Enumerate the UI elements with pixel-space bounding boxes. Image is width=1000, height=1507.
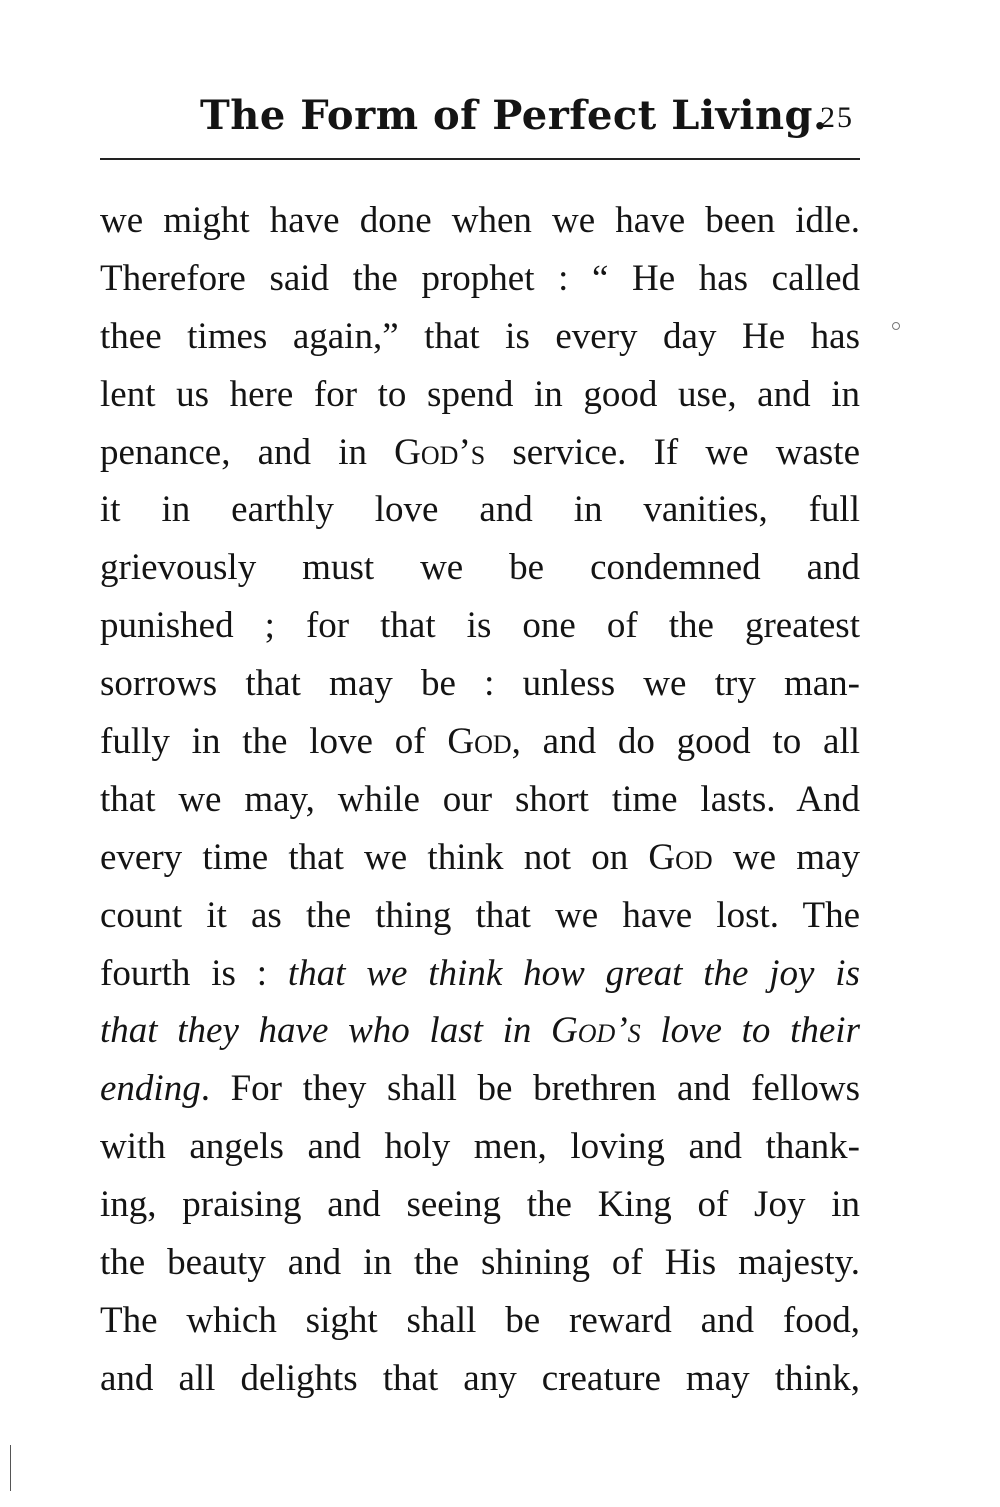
gutter-line xyxy=(10,1445,11,1491)
text-segment: . For they shall be brethren and fellows xyxy=(200,1068,860,1110)
divine-name-small-caps: God’s xyxy=(394,431,486,473)
text-line xyxy=(100,597,860,655)
text-line xyxy=(100,366,860,424)
italic-segment: love to their xyxy=(640,1010,860,1052)
text-segment: fourth is : xyxy=(100,952,288,994)
text-segment: lent us here for to spend in good use, and in xyxy=(100,373,860,415)
divine-name-small-caps: God xyxy=(447,721,512,763)
divine-name-small-caps: God xyxy=(648,836,713,878)
text-segment: count it as the thing that we have lost. The xyxy=(100,894,860,936)
text-segment: grievously must we be condemned and xyxy=(100,547,860,589)
text-segment: , and do good to all xyxy=(511,721,861,763)
body-text xyxy=(100,192,860,1408)
text-line xyxy=(100,192,860,250)
text-line xyxy=(100,1060,860,1118)
text-line xyxy=(100,655,860,713)
text-line xyxy=(100,250,860,308)
text-line xyxy=(100,1292,860,1350)
text-segment: and all delights that any creature may think, xyxy=(100,1357,860,1399)
running-header xyxy=(100,88,862,158)
text-segment: thee times again,” that is every day He has xyxy=(100,315,860,357)
text-line xyxy=(100,887,860,945)
running-title: The Form of Perfect Living. xyxy=(200,92,828,139)
text-line xyxy=(100,1002,860,1060)
text-segment: with angels and holy men, loving and thank- xyxy=(100,1126,860,1168)
text-line xyxy=(100,713,860,771)
text-line xyxy=(100,1234,860,1292)
text-line xyxy=(100,1176,860,1234)
text-segment: every time that we think not on xyxy=(100,836,649,878)
text-segment: we may xyxy=(712,836,860,878)
text-segment: fully in the love of xyxy=(100,721,448,763)
text-segment: punished ; for that is one of the greatest xyxy=(100,605,860,647)
text-segment: we might have done when we have been idle. xyxy=(100,200,860,241)
text-line xyxy=(100,424,860,482)
text-line xyxy=(100,1118,860,1176)
page-number: 25 xyxy=(820,101,854,134)
text-line xyxy=(100,945,860,1003)
text-segment: penance, and in xyxy=(100,431,395,473)
text-line xyxy=(100,829,860,887)
divine-name-italic-small-caps: God’s xyxy=(551,1010,641,1052)
text-segment: Therefore said the prophet : “ He has called xyxy=(100,257,860,299)
italic-segment: that we think how great the joy is xyxy=(287,952,860,994)
text-line xyxy=(100,481,860,539)
text-line xyxy=(100,771,860,829)
text-segment: that we may, while our short time lasts. And xyxy=(100,778,860,820)
italic-segment: that they have who last in xyxy=(100,1010,552,1052)
text-line xyxy=(100,539,860,597)
text-line xyxy=(100,1350,860,1408)
text-segment: it in earthly love and in vanities, full xyxy=(100,489,860,531)
margin-speck xyxy=(892,322,900,330)
text-segment: sorrows that may be : unless we try man- xyxy=(100,663,860,705)
text-segment: The which sight shall be reward and food, xyxy=(100,1299,860,1341)
text-line xyxy=(100,308,860,366)
text-segment: service. If we waste xyxy=(485,431,860,473)
text-segment: the beauty and in the shining of His majesty. xyxy=(100,1242,860,1284)
italic-segment: ending xyxy=(100,1068,201,1110)
header-rule xyxy=(100,158,860,160)
text-segment: ing, praising and seeing the King of Joy in xyxy=(100,1184,860,1226)
